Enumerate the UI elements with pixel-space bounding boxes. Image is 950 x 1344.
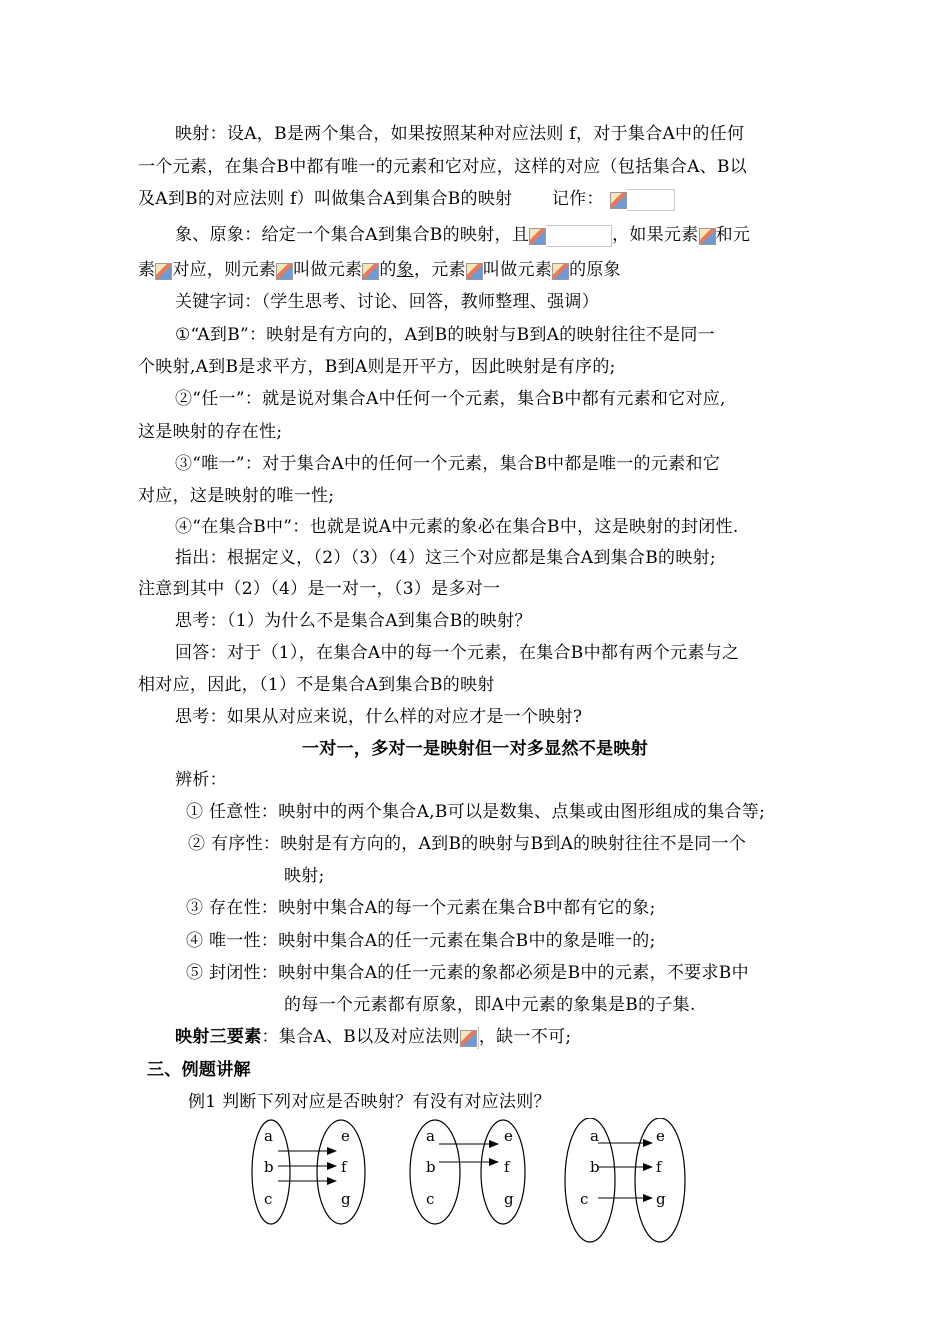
analysis-point-1: ① 任意性：映射中的两个集合A,B可以是数集、点集或由图形组成的集合等; bbox=[186, 802, 766, 822]
element-label: f bbox=[341, 1158, 347, 1176]
diagram-2 bbox=[410, 1120, 525, 1224]
answer-line-2: 相对应，因此，（1）不是集合A到集合B的映射 bbox=[138, 675, 495, 695]
image-def-text-c: 和元 bbox=[715, 225, 751, 245]
image-def-line-1 bbox=[175, 223, 750, 248]
image-def-text-h: 象 bbox=[396, 260, 414, 280]
element-label: c bbox=[426, 1190, 435, 1208]
element-label: c bbox=[580, 1190, 589, 1208]
notation-label: 记作： bbox=[551, 189, 604, 209]
formula-image bbox=[362, 259, 379, 283]
keyword-1-line-1: ①“A到B”：映射是有方向的，A到B的映射与B到A的映射往往不是同一 bbox=[175, 325, 715, 345]
element-label: g bbox=[504, 1190, 514, 1208]
image-placeholder-icon bbox=[155, 263, 172, 280]
analysis-title: 辨析： bbox=[175, 770, 227, 790]
formula-image bbox=[276, 259, 293, 283]
diagram-3 bbox=[565, 1118, 685, 1242]
element-label: c bbox=[264, 1190, 273, 1208]
three-elements-tail: ，缺一不可; bbox=[478, 1027, 572, 1047]
element-label: g bbox=[341, 1190, 351, 1208]
formula-image bbox=[552, 259, 569, 283]
image-def-text-a: 象、原象：给定一个集合A到集合B的映射，且 bbox=[175, 225, 530, 245]
analysis-point-2-line-1: ② 有序性：映射是有方向的，A到B的映射与B到A的映射往往不是同一个 bbox=[188, 834, 747, 854]
formula-image bbox=[466, 259, 483, 283]
three-elements-label: 映射三要素 bbox=[175, 1027, 262, 1047]
definition-line-2: 一个元素，在集合B中都有唯一的元素和它对应，这样的对应（包括集合A、B以 bbox=[138, 157, 748, 177]
section-3-heading: 三、例题讲解 bbox=[147, 1060, 251, 1080]
analysis-point-5-line-1: ⑤ 封闭性：映射中集合A的任一元素的象都必须是B中的元素，不要求B中 bbox=[186, 963, 749, 983]
element-label: e bbox=[504, 1127, 513, 1145]
keyword-1-line-2: 个映射,A到B是求平方，B到A则是开平方，因此映射是有序的; bbox=[138, 357, 616, 377]
image-placeholder-icon bbox=[276, 263, 293, 280]
image-placeholder-icon bbox=[466, 263, 483, 280]
element-label: a bbox=[426, 1127, 435, 1145]
element-label: a bbox=[264, 1127, 273, 1145]
definition-line-1: 映射：设A，B是两个集合，如果按照某种对应法则 f，对于集合A中的任何 bbox=[175, 124, 745, 144]
element-label: b bbox=[264, 1158, 274, 1176]
image-def-text-g: 的 bbox=[379, 260, 397, 280]
keyword-2-line-2: 这是映射的存在性; bbox=[138, 422, 283, 442]
image-def-text-f: 叫做元素 bbox=[293, 260, 363, 280]
conclusion-heading: 一对一，多对一是映射但一对多显然不是映射 bbox=[302, 739, 648, 759]
example-1-question: 例1 判断下列对应是否映射？有没有对应法则？ bbox=[188, 1092, 551, 1112]
keyword-3-line-1: ③“唯一”：对于集合A中的任何一个元素，集合B中都是唯一的元素和它 bbox=[175, 454, 721, 474]
pointout-line-2: 注意到其中（2）（4）是一对一，（3）是多对一 bbox=[138, 579, 501, 599]
element-label: g bbox=[656, 1190, 666, 1208]
keyword-3-line-2: 对应，这是映射的唯一性; bbox=[138, 486, 335, 506]
element-label: e bbox=[341, 1127, 350, 1145]
definition-line-3 bbox=[138, 187, 675, 212]
definition-line-3-text: 及A到B的对应法则 f）叫做集合A到集合B的映射 bbox=[138, 189, 513, 209]
image-def-text-j: 叫做元素 bbox=[482, 260, 553, 280]
element-label: b bbox=[426, 1158, 436, 1176]
image-placeholder-icon bbox=[529, 228, 546, 245]
image-def-line-2 bbox=[138, 258, 621, 283]
formula-image bbox=[155, 259, 172, 283]
image-def-text-i: ，元素 bbox=[413, 260, 466, 280]
diagram-1 bbox=[252, 1120, 365, 1224]
formula-image bbox=[529, 224, 612, 248]
image-placeholder-icon bbox=[552, 263, 569, 280]
analysis-point-2-line-2: 映射; bbox=[284, 866, 325, 886]
image-def-text-d: 素 bbox=[138, 260, 156, 280]
three-elements-line bbox=[175, 1025, 571, 1050]
formula-image bbox=[460, 1026, 479, 1050]
image-def-text-k: 的原象 bbox=[569, 260, 621, 280]
analysis-point-4: ④ 唯一性：映射中集合A的任一元素在集合B中的象是唯一的; bbox=[186, 931, 656, 951]
think-2: 思考：如果从对应来说，什么样的对应才是一个映射? bbox=[175, 707, 583, 727]
pointout-line-1: 指出：根据定义，（2）（3）（4）这三个对应都是集合A到集合B的映射; bbox=[175, 548, 716, 568]
image-def-text-e: 对应，则元素 bbox=[172, 260, 277, 280]
three-elements-text: ：集合A、B以及对应法则 bbox=[261, 1027, 460, 1047]
analysis-point-5-line-2: 的每一个元素都有原象，即A中元素的象集是B的子集. bbox=[284, 995, 696, 1015]
element-label: e bbox=[656, 1127, 665, 1145]
formula-image bbox=[610, 188, 675, 212]
image-placeholder-icon bbox=[362, 263, 379, 280]
keyword-2-line-1: ②“任一”：就是说对集合A中任何一个元素，集合B中都有元素和它对应, bbox=[175, 389, 726, 409]
element-label: b bbox=[590, 1158, 600, 1176]
think-1: 思考：（1）为什么不是集合A到集合B的映射？ bbox=[175, 611, 532, 631]
formula-image bbox=[699, 224, 716, 248]
element-label: f bbox=[656, 1158, 662, 1176]
mapping-diagrams bbox=[0, 1118, 950, 1298]
answer-line-1: 回答：对于（1），在集合A中的每一个元素，在集合B中都有两个元素与之 bbox=[175, 643, 740, 663]
element-label: f bbox=[504, 1158, 510, 1176]
analysis-point-3: ③ 存在性：映射中集合A的每一个元素在集合B中都有它的象; bbox=[186, 898, 656, 918]
element-label: a bbox=[590, 1127, 599, 1145]
image-placeholder-icon bbox=[610, 192, 627, 209]
keyword-4: ④“在集合B中”：也就是说A中元素的象必在集合B中，这是映射的封闭性. bbox=[175, 517, 739, 537]
image-def-text-b: ，如果元素 bbox=[612, 225, 699, 245]
image-placeholder-icon bbox=[699, 228, 716, 245]
image-placeholder-icon bbox=[460, 1030, 477, 1047]
keywords-title: 关键字词：（学生思考、讨论、回答，教师整理、强调） bbox=[175, 292, 599, 312]
set-b-ellipse bbox=[481, 1120, 525, 1224]
